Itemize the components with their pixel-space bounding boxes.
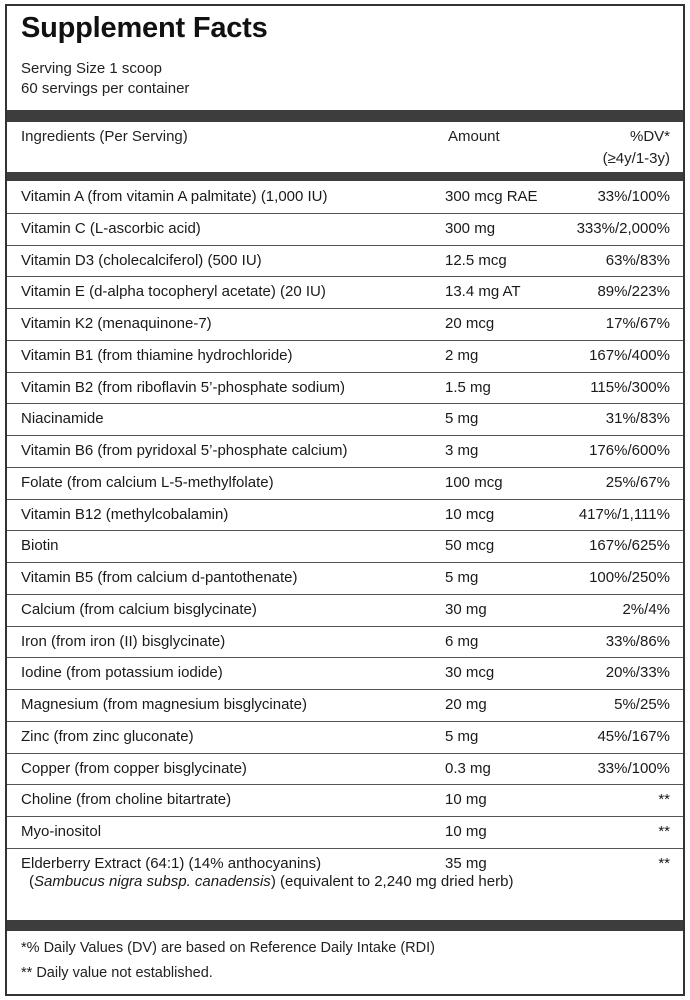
ingredient-amount: 10 mg	[445, 791, 487, 809]
ingredient-dv: 33%/100%	[597, 188, 670, 205]
ingredient-name: Vitamin A (from vitamin A palmitate) (1,000 IU)	[21, 188, 328, 205]
dv-footnote: *% Daily Values (DV) are based on Reference Daily Intake (RDI)	[21, 940, 435, 956]
ingredient-dv: 45%/167%	[597, 727, 670, 745]
ingredient-name: Magnesium (from magnesium bisglycinate)	[21, 696, 307, 713]
ingredient-name: Iron (from iron (II) bisglycinate)	[21, 632, 226, 650]
dv-header-sub: (≥4y/1-3y)	[602, 150, 670, 167]
ingredient-row	[7, 595, 683, 627]
ingredient-name: Vitamin B6 (from pyridoxal 5’-phosphate calcium)	[21, 442, 348, 459]
panel-title: Supplement Facts	[21, 12, 268, 44]
serving-size: Serving Size 1 scoop	[21, 60, 162, 77]
ingredient-amount: 5 mg	[445, 727, 479, 745]
ingredient-dv: **	[658, 823, 670, 840]
ingredient-dv: **	[658, 791, 670, 809]
ingredient-dv: 20%/33%	[605, 664, 670, 682]
ingredient-amount: 20 mcg	[445, 315, 495, 332]
ingredient-name: Myo-inositol	[21, 823, 102, 840]
ingredient-dv: 2%/4%	[622, 600, 670, 618]
ingredient-row	[7, 500, 683, 532]
ingredient-dv: 176%/600%	[589, 442, 670, 459]
botanical-name: Sambucus nigra subsp. canadensis	[34, 872, 271, 890]
ingredient-amount: 50 mcg	[445, 537, 495, 555]
ingredient-amount: 300 mg	[445, 219, 496, 237]
top-divider-bar	[7, 110, 683, 122]
ingredient-dv: 33%/86%	[605, 632, 670, 650]
ingredient-amount: 3 mg	[445, 442, 479, 459]
ingredient-row	[7, 277, 683, 309]
ingredient-row	[7, 817, 683, 849]
ingredient-name: Vitamin K2 (menaquinone-7)	[21, 315, 212, 332]
ingredient-amount: 100 mcg	[445, 473, 503, 491]
ingredient-name: Iodine (from potassium iodide)	[21, 664, 223, 682]
ingredient-dv: 5%/25%	[614, 696, 670, 713]
ingredient-row	[7, 785, 683, 817]
ingredient-name: Choline (from choline bitartrate)	[21, 791, 232, 809]
amount-header: Amount	[448, 128, 500, 145]
ingredient-dv: 63%/83%	[605, 251, 670, 269]
ingredient-dv: **	[658, 854, 670, 872]
ingredient-name: Vitamin D3 (cholecalciferol) (500 IU)	[21, 251, 262, 269]
ingredient-row	[7, 182, 683, 214]
ingredient-row	[7, 722, 683, 754]
ingredient-name: Calcium (from calcium bisglycinate)	[21, 600, 257, 618]
ingredient-amount: 10 mg	[445, 823, 487, 840]
ingredient-name: Copper (from copper bisglycinate)	[21, 759, 247, 777]
ingredient-row-elderberry	[7, 849, 683, 901]
ingredient-amount: 30 mg	[445, 600, 487, 618]
ingredient-amount: 10 mcg	[445, 505, 495, 523]
ingredient-amount: 0.3 mg	[445, 759, 491, 777]
ingredient-amount: 30 mcg	[445, 664, 495, 682]
ingredient-amount: 5 mg	[445, 410, 479, 428]
ingredients-header: Ingredients (Per Serving)	[21, 128, 188, 145]
ingredient-dv: 89%/223%	[597, 283, 670, 301]
ingredient-row	[7, 658, 683, 690]
servings-per-container: 60 servings per container	[21, 80, 190, 97]
dv-header: %DV*	[629, 128, 670, 145]
ingredient-row	[7, 468, 683, 500]
ingredient-dv: 167%/625%	[589, 537, 670, 555]
ingredient-rows	[7, 182, 683, 901]
ingredient-name: Vitamin B2 (from riboflavin 5’-phosphate sodium)	[21, 378, 346, 396]
header-divider-bar	[7, 172, 683, 181]
ingredient-dv: 33%/100%	[597, 759, 670, 777]
ingredient-name: Biotin	[21, 537, 59, 555]
ingredient-name: Elderberry Extract (64:1) (14% anthocyanins)	[21, 854, 322, 872]
ingredient-amount: 300 mcg RAE	[445, 188, 538, 205]
ingredient-dv: 167%/400%	[589, 346, 670, 364]
ingredient-row	[7, 404, 683, 436]
ingredient-dv: 100%/250%	[589, 569, 670, 586]
ingredient-dv: 417%/1,111%	[578, 505, 670, 523]
ingredient-amount: 5 mg	[445, 569, 479, 586]
subline-rest: ) (equivalent to 2,240 mg dried herb)	[270, 872, 514, 890]
ingredient-amount: 1.5 mg	[445, 378, 491, 396]
ingredient-name: Niacinamide	[21, 410, 104, 428]
ingredient-name: Zinc (from zinc gluconate)	[21, 727, 194, 745]
ingredient-row	[7, 531, 683, 563]
ingredient-row	[7, 754, 683, 786]
supplement-facts-panel	[5, 4, 685, 996]
ingredient-name: Folate (from calcium L-5-methylfolate)	[21, 473, 274, 491]
ingredient-amount: 6 mg	[445, 632, 479, 650]
ingredient-row	[7, 436, 683, 468]
bottom-divider-bar	[7, 920, 683, 931]
ingredient-amount: 2 mg	[445, 346, 479, 364]
ingredient-row	[7, 627, 683, 659]
not-established-footnote: ** Daily value not established.	[21, 965, 213, 981]
ingredient-name: Vitamin E (d-alpha tocopheryl acetate) (20 IU)	[21, 283, 326, 301]
ingredient-dv: 333%/2,000%	[576, 219, 670, 237]
ingredient-row	[7, 246, 683, 278]
ingredient-name: Vitamin B12 (methylcobalamin)	[21, 505, 229, 523]
ingredient-row	[7, 309, 683, 341]
ingredient-subline	[29, 873, 513, 890]
ingredient-dv: 31%/83%	[605, 410, 670, 428]
ingredient-amount: 12.5 mcg	[445, 251, 507, 269]
ingredient-name: Vitamin B1 (from thiamine hydrochloride)	[21, 346, 293, 364]
ingredient-row	[7, 373, 683, 405]
ingredient-dv: 115%/300%	[590, 378, 670, 396]
ingredient-row	[7, 563, 683, 595]
ingredient-dv: 17%/67%	[605, 315, 670, 332]
ingredient-row	[7, 341, 683, 373]
ingredient-name: Vitamin B5 (from calcium d-pantothenate)	[21, 569, 298, 586]
ingredient-amount: 13.4 mg AT	[445, 283, 521, 301]
ingredient-name: Vitamin C (L-ascorbic acid)	[21, 219, 201, 237]
ingredient-row	[7, 690, 683, 722]
subline-open-paren: (	[29, 872, 34, 890]
ingredient-dv: 25%/67%	[605, 473, 670, 491]
ingredient-amount: 35 mg	[445, 854, 487, 872]
ingredient-row	[7, 214, 683, 246]
ingredient-amount: 20 mg	[445, 696, 487, 713]
